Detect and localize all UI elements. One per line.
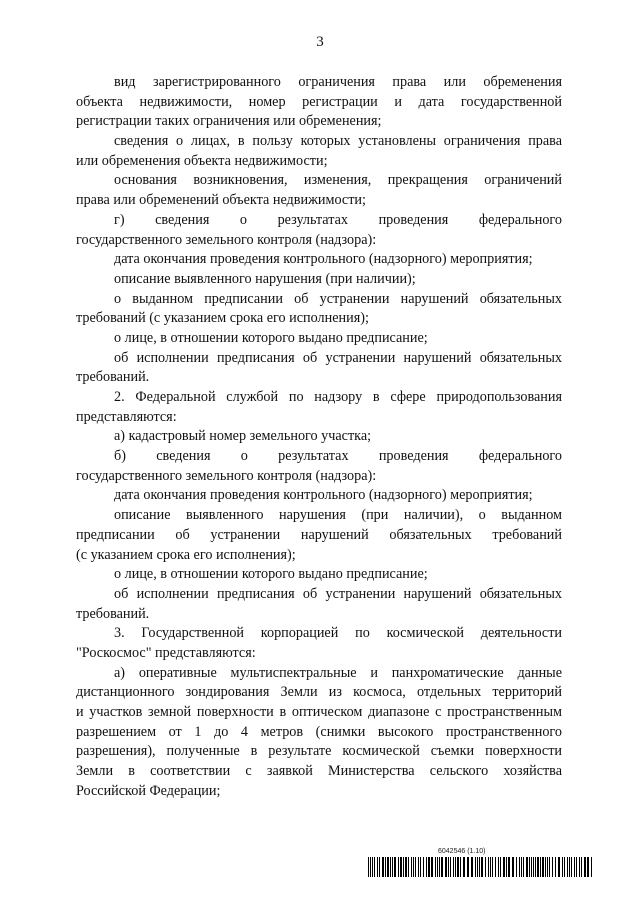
barcode-bar: [498, 857, 499, 877]
text-line: требований.: [76, 605, 150, 622]
barcode-bar: [574, 857, 575, 877]
barcode-bar: [450, 857, 451, 877]
barcode-bar: [549, 857, 550, 877]
barcode-bar: [453, 857, 454, 877]
page-number: 3: [316, 34, 324, 50]
barcode-bar: [516, 857, 517, 877]
barcode-bar: [398, 857, 399, 877]
text-line: об исполнении предписания об устранении нарушений обязательных: [114, 585, 562, 602]
barcode-bar: [533, 857, 534, 877]
barcode-bar: [370, 857, 371, 877]
barcode-bar: [555, 857, 556, 877]
barcode-bar: [535, 857, 536, 877]
barcode-bar: [547, 857, 548, 877]
barcode-bar: [445, 857, 447, 877]
barcode-bar: [523, 857, 524, 877]
text-line: дистанционного зондирования Земли из космоса, отдельных территорий: [76, 684, 562, 701]
text-line: Российской Федерации;: [76, 782, 221, 799]
barcode-bar: [448, 857, 449, 877]
barcode-bar: [382, 857, 384, 877]
barcode-bar: [418, 857, 419, 877]
text-line: основания возникновения, изменения, прекращения ограничений: [114, 172, 562, 189]
barcode-bar: [455, 857, 456, 877]
barcode-bar: [437, 857, 438, 877]
text-line: (с указанием срока его исполнения);: [76, 546, 296, 563]
text-line: а) оперативные мультиспектральные и панхроматические данные: [114, 664, 562, 681]
barcode-bar: [379, 857, 380, 877]
text-line: вид зарегистрированного ограничения права или обременения: [114, 74, 562, 90]
barcode-bar: [463, 857, 465, 877]
text-line: "Роскосмос" представляются:: [76, 644, 256, 661]
text-line: а) кадастровый номер земельного участка;: [114, 428, 372, 445]
barcode-bar: [460, 857, 461, 877]
text-line: объекта недвижимости, номер регистрации и дата государственной: [76, 93, 562, 110]
barcode-bar: [495, 857, 496, 877]
text-line: или обременения объекта недвижимости;: [76, 152, 328, 169]
barcode-bar: [492, 857, 493, 877]
text-line: 3. Государственной корпорацией по космической деятельности: [114, 625, 562, 642]
barcode-bar: [587, 857, 589, 877]
barcode-bar: [576, 857, 577, 877]
barcode-bar: [411, 857, 412, 877]
barcode-bar: [423, 857, 424, 877]
barcode-bar: [521, 857, 522, 877]
text-line: регистрации таких ограничения или обременения;: [76, 113, 382, 130]
barcode-bar: [579, 857, 580, 877]
barcode-bar: [377, 857, 378, 877]
barcode-bar: [457, 857, 459, 877]
barcode-bar: [471, 857, 473, 877]
barcode-bar: [428, 857, 430, 877]
text-line: б) сведения о результатах проведения федерального: [114, 448, 562, 465]
barcode-bar: [531, 857, 532, 877]
barcode-bar: [435, 857, 436, 877]
text-line: о выданном предписании об устранении нарушений обязательных: [114, 290, 562, 307]
barcode-bar: [571, 857, 572, 877]
document-body: [76, 73, 562, 801]
text-line: требований (с указанием срока его исполнения);: [76, 310, 369, 327]
text-line: разрешения), полученные в результате космической съемки поверхности: [76, 743, 562, 760]
barcode-bar: [372, 857, 373, 877]
text-line: требований.: [76, 369, 150, 386]
barcode-bar: [368, 857, 369, 877]
text-line: о лице, в отношении которого выдано предписание;: [114, 566, 428, 583]
text-line: дата окончания проведения контрольного (надзорного) мероприятия;: [114, 251, 533, 268]
text-line: 2. Федеральной службой по надзору в сфере природопользования: [114, 389, 562, 405]
barcode-bar: [512, 857, 514, 877]
barcode-bar: [415, 857, 416, 877]
barcode-bar: [408, 857, 409, 877]
text-line: права или обременений объекта недвижимости;: [76, 192, 366, 209]
barcode-bar: [413, 857, 414, 877]
barcode-bar: [405, 857, 407, 877]
barcode-bar: [564, 857, 565, 877]
text-line: г) сведения о результатах проведения федерального: [114, 211, 562, 228]
text-line: описание выявленного нарушения (при наличии);: [114, 270, 416, 287]
text-line: государственного земельного контроля (надзора):: [76, 231, 377, 248]
barcode-bar: [441, 857, 443, 877]
barcode-label: 6042546 (1.10): [438, 848, 486, 855]
barcode-bar: [540, 857, 541, 877]
barcode-bar: [431, 857, 433, 877]
barcode-bar: [387, 857, 389, 877]
barcode-bar: [508, 857, 510, 877]
barcode-bar: [385, 857, 386, 877]
barcode-bar: [567, 857, 568, 877]
text-line: дата окончания проведения контрольного (надзорного) мероприятия;: [114, 487, 533, 504]
text-line: об исполнении предписания об устранении нарушений обязательных: [114, 349, 562, 366]
barcode-bar: [420, 857, 421, 877]
barcode-bar: [591, 857, 592, 877]
text-line: и участков земной поверхности в оптическом диапазоне с пространственным: [76, 704, 562, 720]
barcode: [368, 857, 594, 877]
barcode-bar: [526, 857, 528, 877]
barcode-bar: [537, 857, 539, 877]
barcode-bar: [552, 857, 553, 877]
barcode-bar: [519, 857, 520, 877]
barcode-bar: [503, 857, 505, 877]
barcode-bar: [479, 857, 480, 877]
text-line: сведения о лицах, в пользу которых установлены ограничения права: [114, 133, 562, 150]
barcode-bar: [562, 857, 563, 877]
barcode-bar: [477, 857, 478, 877]
barcode-bar: [506, 857, 507, 877]
text-line: представляются:: [76, 408, 177, 425]
barcode-bar: [390, 857, 391, 877]
barcode-bar: [490, 857, 491, 877]
text-line: разрешением от 1 до 4 метров (снимки высокого пространственного: [76, 723, 562, 740]
barcode-bar: [529, 857, 530, 877]
barcode-bar: [400, 857, 402, 877]
barcode-bar: [403, 857, 404, 877]
text-line: предписании об устранении нарушений обязательных требований: [76, 526, 562, 543]
barcode-bar: [558, 857, 560, 877]
text-line: о лице, в отношении которого выдано предписание;: [114, 329, 428, 346]
barcode-bar: [374, 857, 375, 877]
barcode-bar: [426, 857, 427, 877]
barcode-bar: [481, 857, 483, 877]
barcode-bar: [569, 857, 570, 877]
barcode-bar: [475, 857, 476, 877]
barcode-bar: [485, 857, 486, 877]
text-line: описание выявленного нарушения (при наличии), о выданном: [114, 507, 562, 524]
barcode-bar: [542, 857, 544, 877]
barcode-bar: [394, 857, 396, 877]
barcode-bar: [467, 857, 469, 877]
text-line: государственного земельного контроля (надзора):: [76, 467, 377, 484]
barcode-bar: [545, 857, 546, 877]
barcode-bar: [500, 857, 501, 877]
text-line: Земли в соответствии с заявкой Министерства сельского хозяйства: [76, 763, 562, 780]
barcode-bar: [584, 857, 586, 877]
barcode-bar: [392, 857, 393, 877]
barcode-bar: [488, 857, 489, 877]
barcode-bar: [439, 857, 440, 877]
barcode-bar: [581, 857, 582, 877]
